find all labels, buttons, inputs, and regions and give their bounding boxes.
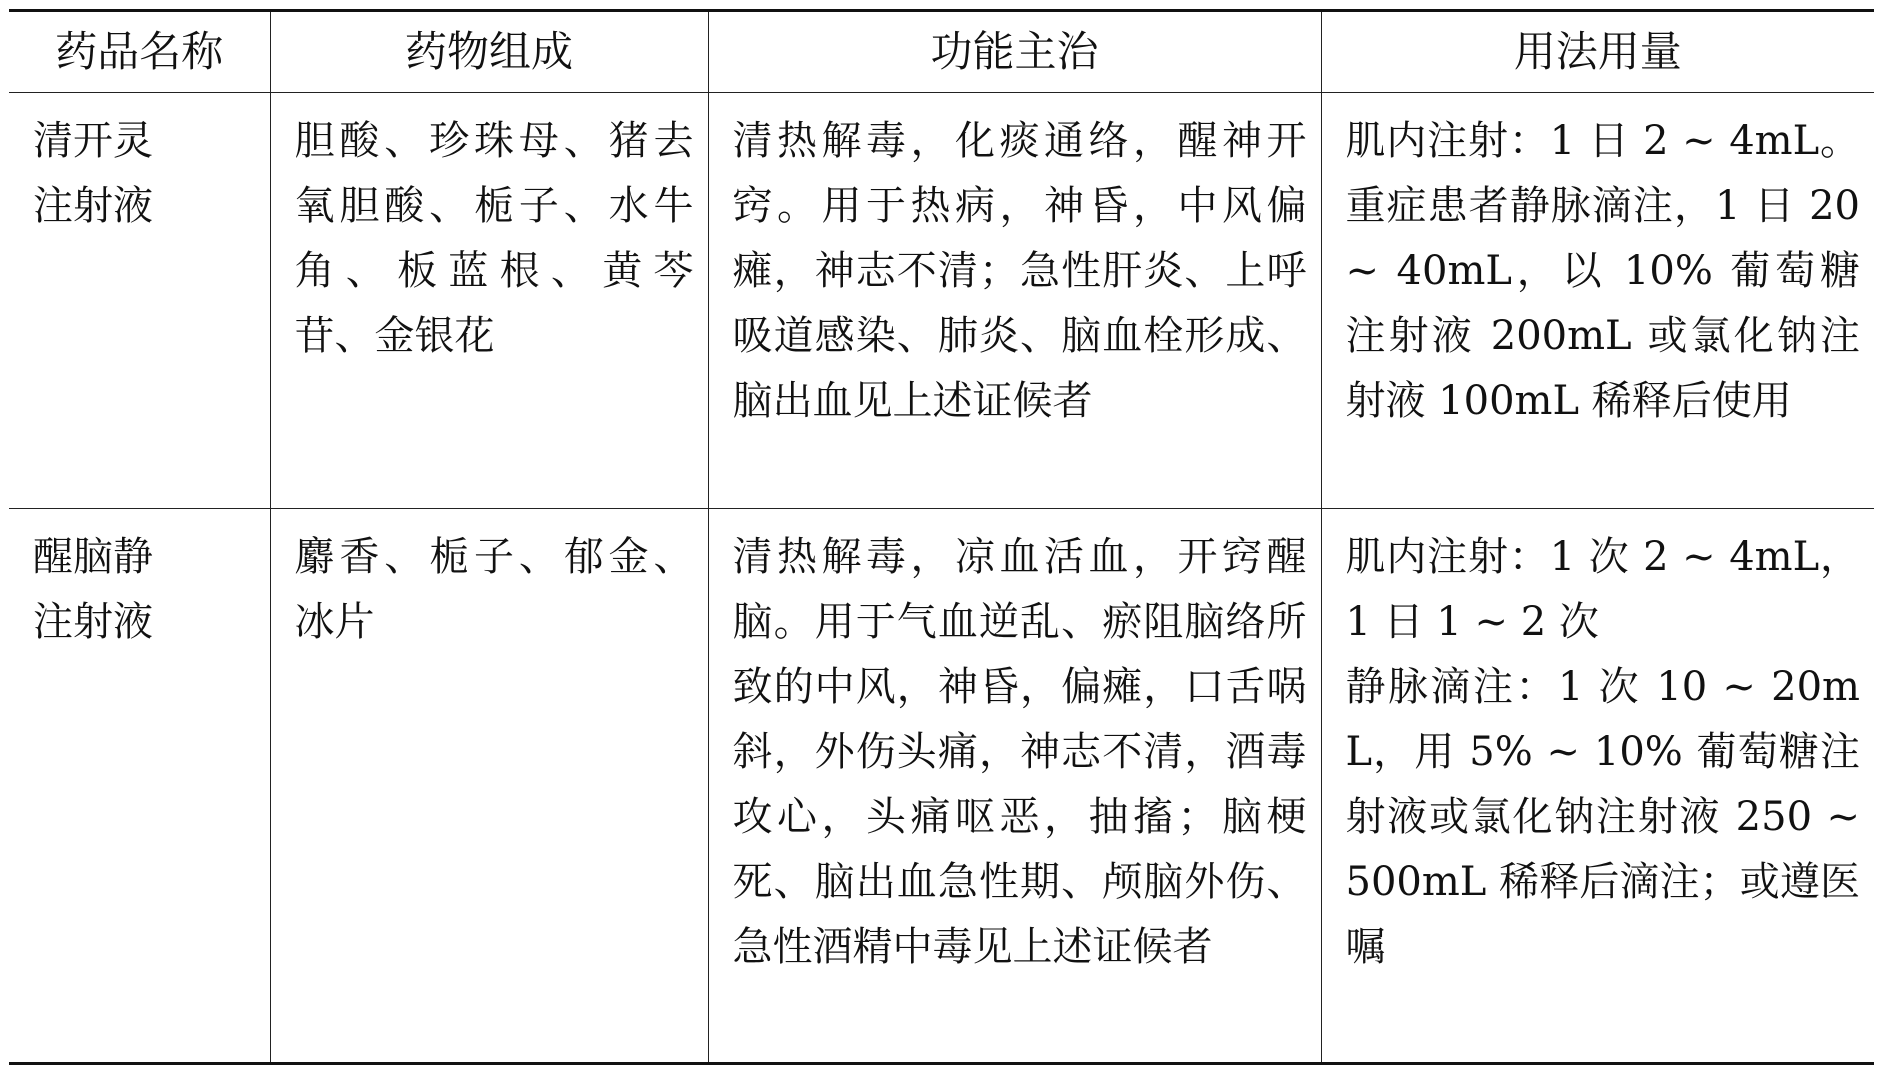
header-drug-name: 药品名称 (9, 11, 270, 93)
cell-dosage (1321, 93, 1874, 509)
table-body (9, 93, 1874, 1064)
drug-name-line: 注射液 (33, 183, 153, 229)
cell-drug-name (9, 509, 270, 1064)
cell-drug-name (9, 93, 270, 509)
table-row (9, 93, 1874, 509)
drug-name-line: 醒脑静 (33, 534, 153, 580)
table-row (9, 509, 1874, 1064)
drug-name-line: 注射液 (33, 599, 153, 645)
header-row (9, 11, 1874, 93)
dosage-paragraph: 肌内注射：1 日 2 ~ 4mL。重症患者静脉滴注，1 日 20 ~ 40mL，以 10% 葡萄糖注射液 200mL 或氯化钠注射液 100mL 稀释后使用 (1345, 118, 1860, 424)
drug-name-line: 清开灵 (33, 118, 153, 164)
header-dosage: 用法用量 (1321, 11, 1874, 93)
dosage-paragraph: 肌内注射：1 次 2 ~ 4mL，1 日 1 ~ 2 次 (1345, 534, 1860, 645)
cell-composition: 胆酸、珍珠母、猪去氧胆酸、栀子、水牛角、板蓝根、黄芩苷、金银花 (270, 93, 708, 509)
cell-dosage (1321, 509, 1874, 1064)
cell-indications: 清热解毒，化痰通络，醒神开窍。用于热病，神昏，中风偏瘫，神志不清；急性肝炎、上呼吸道感染、肺炎、脑血栓形成、脑出血见上述证候者 (708, 93, 1321, 509)
cell-indications: 清热解毒，凉血活血，开窍醒脑。用于气血逆乱、瘀阻脑络所致的中风，神昏，偏瘫，口舌㖞斜，外伤头痛，神志不清，酒毒攻心，头痛呕恶，抽搐；脑梗死、脑出血急性期、颅脑外伤、急性酒精中毒见上述证候者 (708, 509, 1321, 1064)
header-composition: 药物组成 (270, 11, 708, 93)
header-indications: 功能主治 (708, 11, 1321, 93)
dosage-paragraph: 静脉滴注：1 次 10 ~ 20mL，用 5% ~ 10% 葡萄糖注射液或氯化钠注射液 250 ~ 500mL 稀释后滴注；或遵医嘱 (1345, 664, 1860, 970)
cell-composition: 麝香、栀子、郁金、冰片 (270, 509, 708, 1064)
medicine-table (9, 9, 1874, 1065)
table-header (9, 11, 1874, 93)
document-page (9, 9, 1874, 1059)
